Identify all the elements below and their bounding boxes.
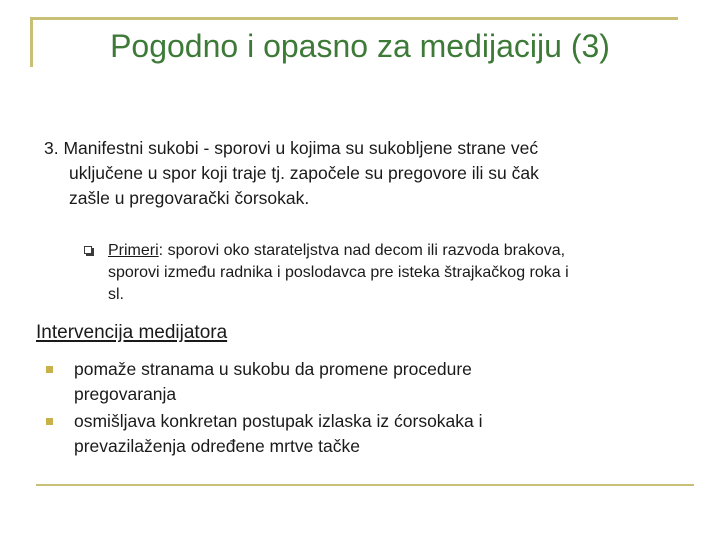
example-line-2: sporovi između radnika i poslodavca pre isteka štrajkačkog roka i: [108, 264, 569, 281]
square-bullet-icon: [46, 418, 53, 425]
point-3-paragraph: [44, 136, 694, 211]
example-text-1: : sporovi oko starateljstva nad decom ili razvoda brakova,: [158, 242, 566, 259]
point-3-line-1: [44, 136, 694, 161]
bullet-2-line-2: prevazilaženja određene mrtve tačke: [74, 436, 360, 456]
example-label: Primeri: [108, 242, 159, 259]
example-line-3: sl.: [108, 286, 124, 303]
section-heading: [36, 321, 227, 345]
square-bullet-icon: [46, 366, 53, 373]
bullet-1-line-1: pomaže stranama u sukobu da promene procedure: [74, 359, 472, 379]
bullet-list: [44, 357, 694, 461]
example-text: [108, 240, 690, 306]
point-3-line-2: uključene u spor koji traje tj. započele su pregovore ili su čak: [69, 163, 539, 183]
title-top-rule: [30, 17, 678, 20]
example-line-1: [108, 240, 690, 262]
point-3-label: 3. Manifestni sukobi: [44, 138, 199, 158]
slide-title: Pogodno i opasno za medijaciju (3): [110, 28, 610, 64]
point-3-text-1: - sporovi u kojima su sukobljene strane već: [198, 138, 539, 158]
list-item: [44, 409, 694, 459]
bullet-2-line-1: osmišljava konkretan postupak izlaska iz ćorsokaka i: [74, 411, 483, 431]
point-3-line-3: zašle u pregovarački čorsokak.: [69, 188, 310, 208]
content-bottom-rule: [36, 484, 694, 486]
bullet-1-line-2: pregovaranja: [74, 384, 177, 404]
checkbox-bullet-icon: [84, 246, 92, 254]
section-heading-text: Intervencija medijatora: [36, 322, 228, 343]
list-item: [44, 357, 694, 407]
